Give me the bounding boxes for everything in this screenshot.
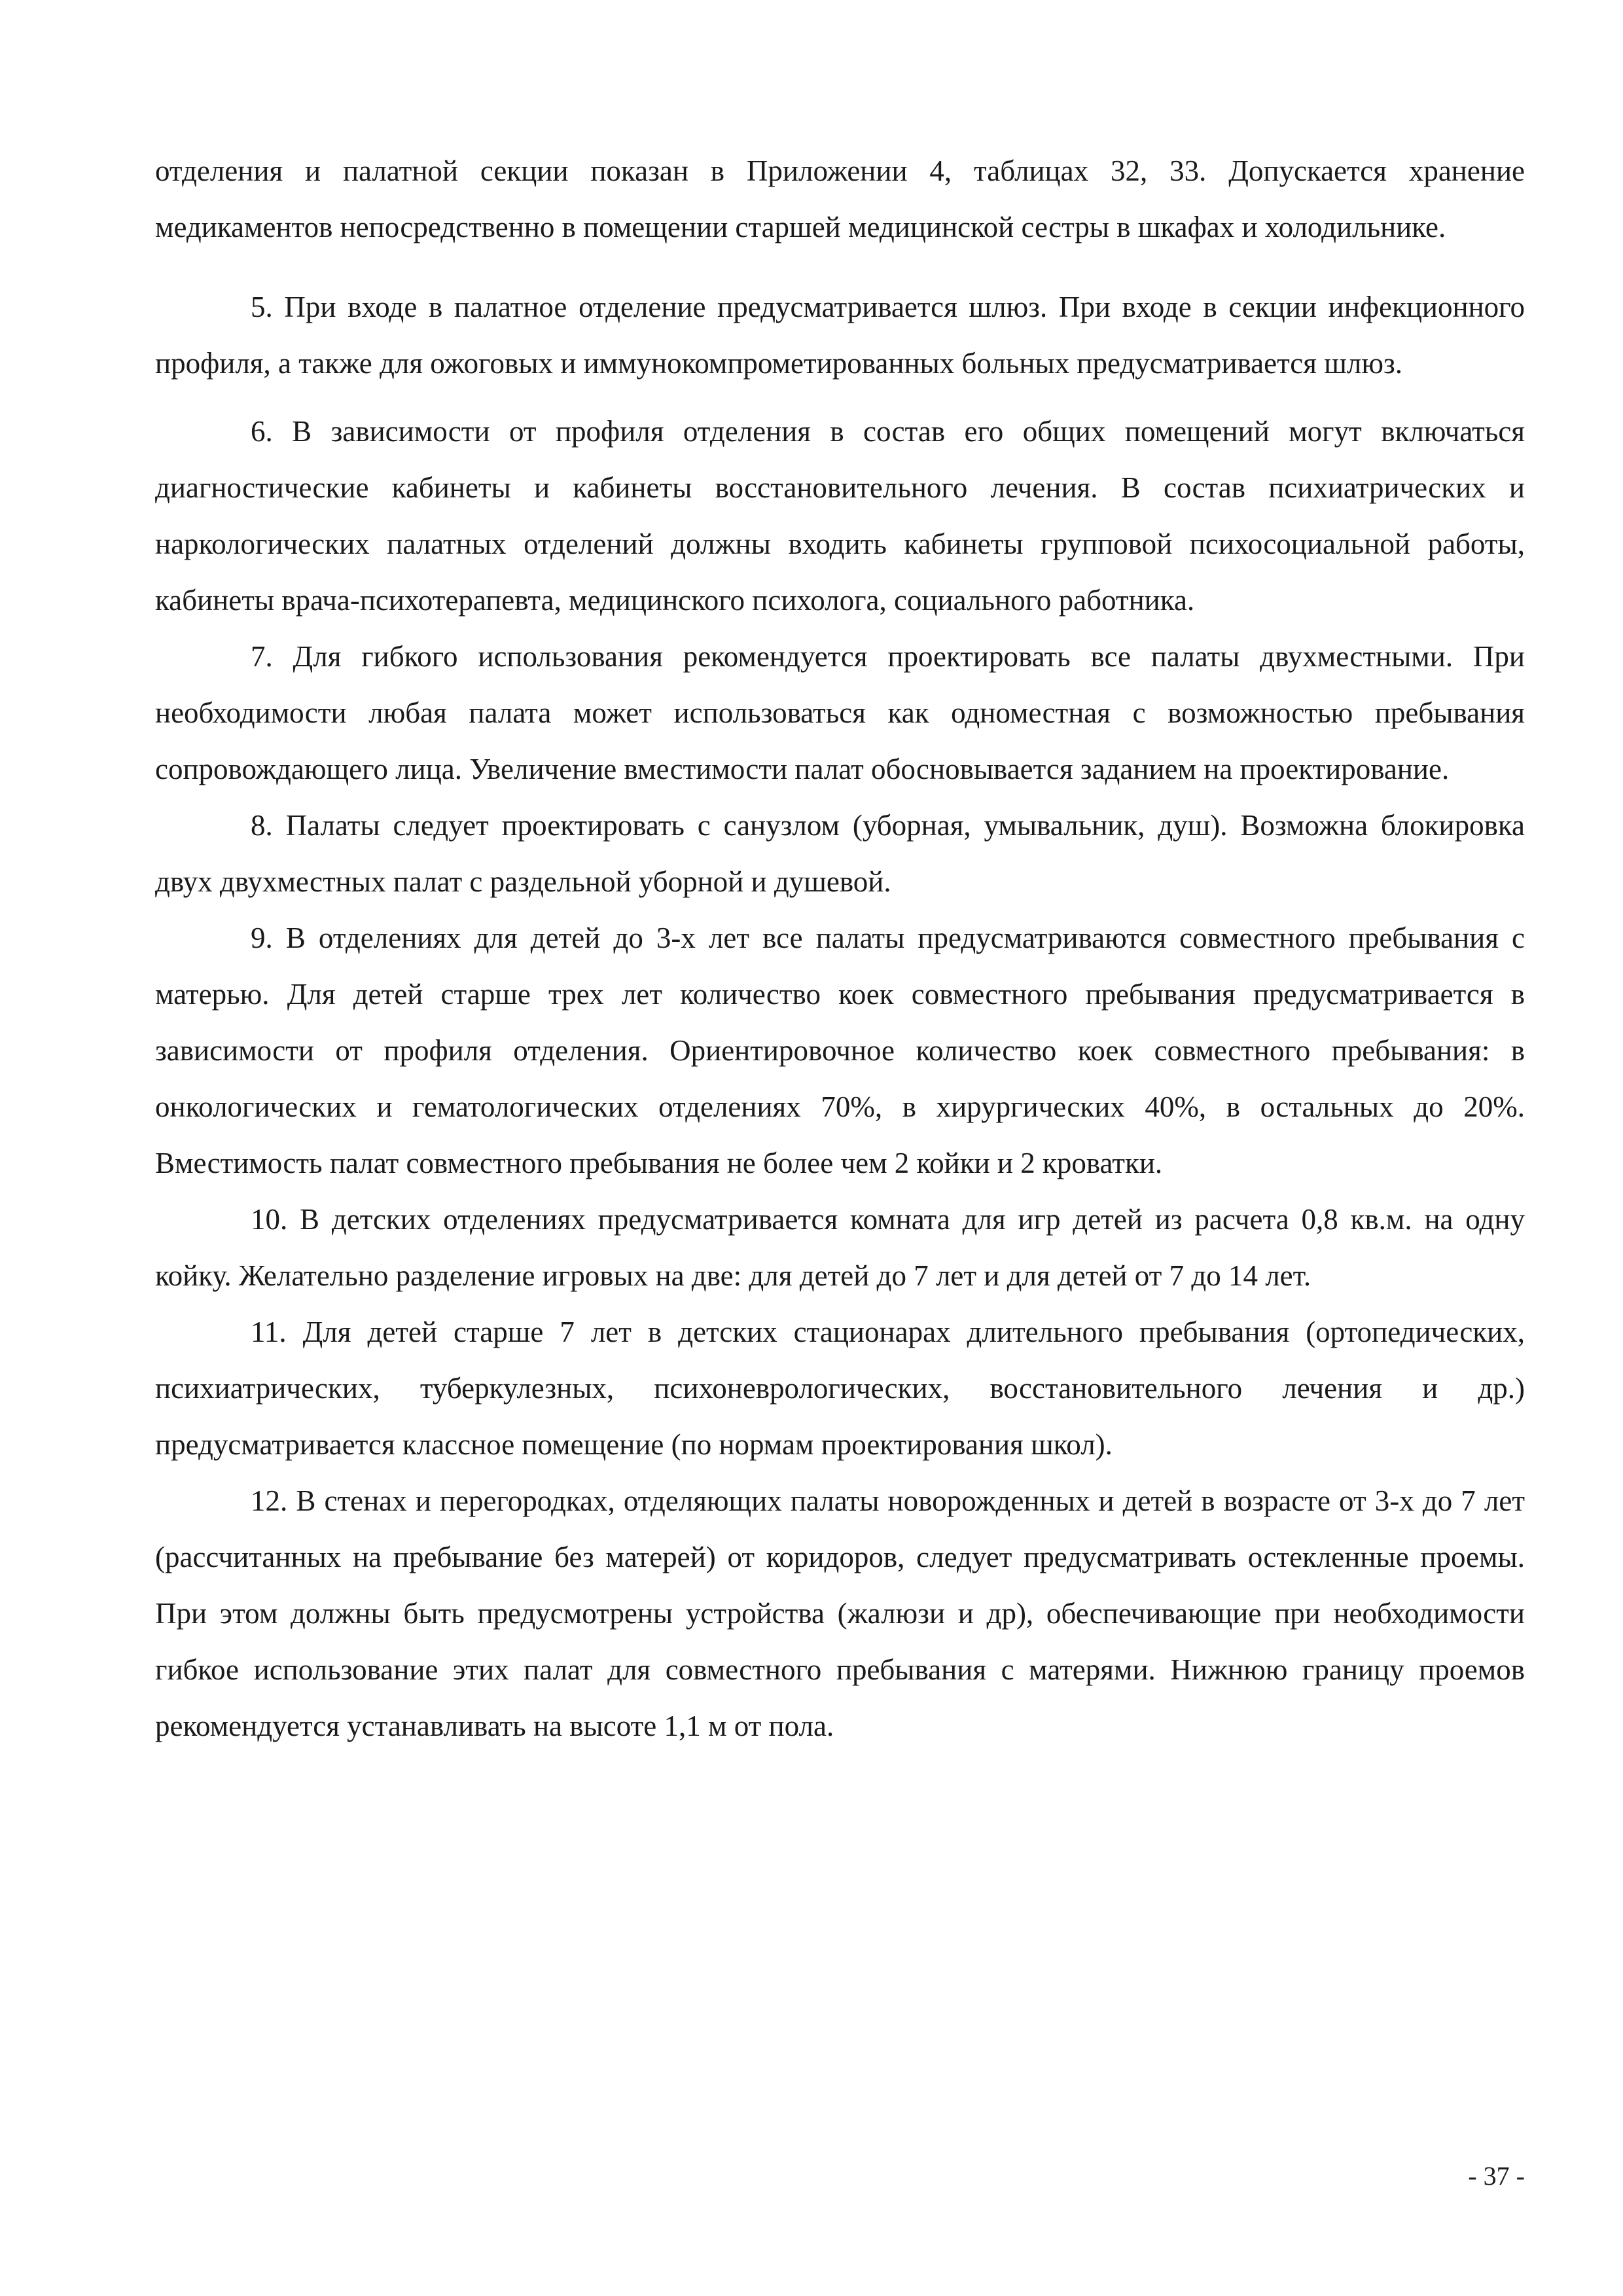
paragraph-item-9: 9. В отделениях для детей до 3-х лет все палаты предусматриваются совместного пребывания с матерью. Для детей старше трех лет количество коек совместного пребывания предусматривается в зависимости от профиля отделения. Ориентировочное количество коек совместного пребывания: в онкологических и гематологических отделениях 70%, в хирургических 40%, в остальных до 20%. Вместимость палат совместного пребывания не более чем 2 койки и 2 кроватки. xyxy=(155,922,1525,1179)
paragraph-item-6: 6. В зависимости от профиля отделения в состав его общих помещений могут включаться диагностические кабинеты и кабинеты восстановительного лечения. В состав психиатрических и наркологических палатных отделений должны входить кабинеты групповой психосоциальной работы, кабинеты врача-психотерапевта, медицинского психолога, социального работника. xyxy=(155,415,1525,617)
paragraph-item-10: 10. В детских отделениях предусматривается комната для игр детей из расчета 0,8 кв.м. на одну койку. Желательно разделение игровых на две: для детей до 7 лет и для детей от 7 до 14 лет. xyxy=(155,1203,1525,1292)
page-number: - 37 - xyxy=(1468,2161,1525,2191)
paragraph-item-8: 8. Палаты следует проектировать с санузлом (уборная, умывальник, душ). Возможна блокировка двух двухместных палат с раздельной уборной и душевой. xyxy=(155,809,1525,898)
document-body xyxy=(155,143,1525,1754)
paragraph-item-7: 7. Для гибкого использования рекомендуется проектировать все палаты двухместными. При необходимости любая палата может использоваться как одноместная с возможностью пребывания сопровождающего лица. Увеличение вместимости палат обосновывается заданием на проектирование. xyxy=(155,640,1525,785)
paragraph-item-12: 12. В стенах и перегородках, отделяющих палаты новорожденных и детей в возрасте от 3-х до 7 лет (рассчитанных на пребывание без матерей) от коридоров, следует предусматривать остекленные проемы. При этом должны быть предусмотрены устройства (жалюзи и др), обеспечивающие при необходимости гибкое использование этих палат для совместного пребывания с матерями. Нижнюю границу проемов рекомендуется устанавливать на высоте 1,1 м от пола. xyxy=(155,1484,1525,1742)
paragraph-item-5: 5. При входе в палатное отделение предусматривается шлюз. При входе в секции инфекционного профиля, а также для ожоговых и иммунокомпрометированных больных предусматривается шлюз. xyxy=(155,291,1525,380)
paragraph-item-11: 11. Для детей старше 7 лет в детских стационарах длительного пребывания (ортопедических, психиатрических, туберкулезных, психоневрологических, восстановительного лечения и др.) предусматривается классное помещение (по нормам проектирования школ). xyxy=(155,1316,1525,1461)
paragraph-continuation: отделения и палатной секции показан в Приложении 4, таблицах 32, 33. Допускается хранение медикаментов непосредственно в помещении старшей медицинской сестры в шкафах и холодильнике. xyxy=(155,154,1525,243)
